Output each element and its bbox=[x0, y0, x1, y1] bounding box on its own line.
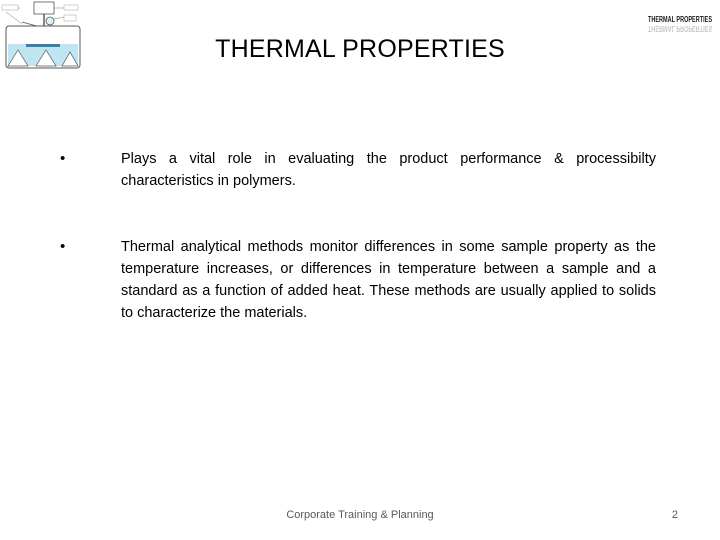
bullet-text: Thermal analytical methods monitor differences in some sample property as the temperature increases, or differences in temperature between a sample and a standard as a function of added heat. These methods are usually applied to solids to characterize the materials. bbox=[121, 239, 656, 321]
slide-title: THERMAL PROPERTIES bbox=[215, 35, 505, 63]
diagram-plate bbox=[26, 44, 60, 47]
logo-image bbox=[646, 10, 714, 38]
bullet-text: Plays a vital role in evaluating the product performance & processibilty characteristics in polymers. bbox=[121, 151, 656, 189]
bullet-marker: • bbox=[60, 150, 66, 167]
svg-text:THERMAL PROPERTIES: THERMAL PROPERTIES bbox=[648, 15, 713, 24]
bullet-marker: • bbox=[60, 238, 66, 255]
diagram-gauge bbox=[46, 17, 54, 25]
footer-text: Corporate Training & Planning bbox=[286, 509, 434, 521]
page-number: 2 bbox=[671, 509, 678, 521]
apparatus-diagram-image bbox=[0, 0, 82, 72]
svg-text:THERMAL PROPERTIES: THERMAL PROPERTIES bbox=[648, 24, 713, 33]
diagram-motor bbox=[34, 2, 54, 14]
